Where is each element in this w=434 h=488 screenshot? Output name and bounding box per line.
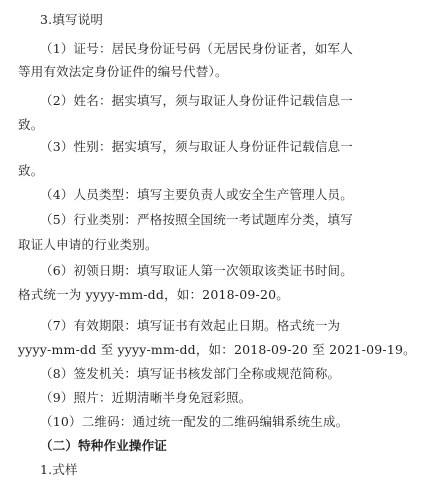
- item-7-line-1: （7）有效期限：填写证书有效起止日期。格式统一为: [40, 318, 341, 333]
- item-6-line-2: 格式统一为 yyyy-mm-dd，如：2018-09-20。: [18, 287, 289, 302]
- item-3-line-2: 致。: [18, 163, 44, 178]
- item-7-line-2: yyyy-mm-dd 至 yyyy-mm-dd，如：2018-09-20 至 2021-09-19。: [18, 342, 416, 357]
- item-2-line-1: （2）姓名：据实填写，须与取证人身份证件记载信息一: [40, 93, 353, 108]
- subheading-sample: 1.式样: [40, 462, 78, 477]
- item-2-line-2: 致。: [18, 117, 44, 132]
- item-8-line-1: （8）签发机关：填写证书核发部门全称或规范简称。: [40, 366, 341, 381]
- item-1-line-2: 等用有效法定身份证件的编号代替）。: [18, 64, 228, 79]
- item-9-line-1: （9）照片：近期清晰半身免冠彩照。: [40, 390, 252, 405]
- item-5-line-2: 取证人申请的行业类别。: [18, 237, 158, 252]
- item-6-line-1: （6）初领日期：填写取证人第一次领取该类证书时间。: [40, 263, 353, 278]
- item-4-line-1: （4）人员类型：填写主要负责人或安全生产管理人员。: [40, 187, 353, 202]
- item-5-line-1: （5）行业类别：严格按照全国统一考试题库分类，填写: [40, 212, 353, 227]
- item-3-line-1: （3）性别：据实填写，须与取证人身份证件记载信息一: [40, 139, 353, 154]
- item-10-line-1: （10）二维码：通过统一配发的二维码编辑系统生成。: [40, 414, 349, 429]
- section-heading: （二）特种作业操作证: [40, 438, 168, 453]
- heading-fill-instructions: 3.填写说明: [40, 12, 104, 27]
- item-1-line-1: （1）证号：居民身份证号码（无居民身份证者，如军人: [40, 41, 353, 56]
